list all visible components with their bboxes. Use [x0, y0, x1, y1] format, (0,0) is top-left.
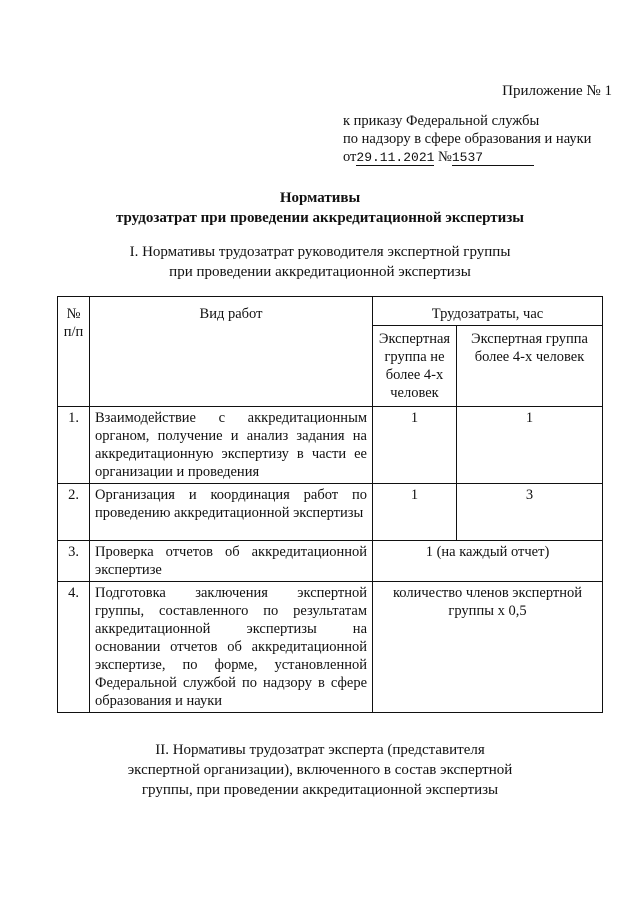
order-date: 29.11.2021	[356, 150, 435, 165]
row-work: Подготовка заключения экспертной группы, составленного по результатам аккредитационной экспертизы на основании отчетов об аккредитационной экспертизе, по форме, установленной Федеральной службой по надзору в сфере образования и науки	[90, 582, 373, 713]
row-value-small: 1	[373, 407, 457, 484]
row-value-large: 3	[457, 484, 603, 541]
row-number: 2.	[58, 484, 90, 541]
document-title	[100, 188, 540, 228]
row-work: Взаимодействие с аккредитационным органом, получение и анализ задания на аккредитационную экспертизу в части ее организации и проведения	[90, 407, 373, 484]
section-2-line-3: группы, при проведении аккредитационной экспертизы	[141, 782, 499, 798]
document-title-line-2: трудозатрат при проведении аккредитационной экспертизы	[115, 210, 524, 226]
order-number-sign: №	[438, 149, 452, 165]
row-number: 3.	[58, 541, 90, 582]
section-1-line-1: I. Нормативы трудозатрат руководителя экспертной группы	[129, 244, 511, 260]
order-line-2: по надзору в сфере образования и науки	[343, 131, 592, 147]
row-number: 1.	[58, 407, 90, 484]
appendix-label: Приложение № 1	[502, 83, 612, 99]
header-group-large: Экспертная группа более 4-х человек	[457, 326, 603, 407]
order-line-1: к приказу Федеральной службы	[343, 113, 540, 129]
row-number: 4.	[58, 582, 90, 713]
order-reference	[343, 112, 618, 166]
header-group-small: Экспертная группа не более 4-х человек	[373, 326, 457, 407]
header-labor-hours: Трудозатраты, час	[373, 297, 603, 326]
section-2-line-1: II. Нормативы трудозатрат эксперта (представителя	[155, 742, 485, 758]
table-row	[58, 407, 603, 484]
header-number: № п/п	[58, 297, 90, 407]
section-1-line-2: при проведении аккредитационной экспертизы	[169, 264, 471, 280]
order-line-3	[343, 148, 618, 166]
section-2-line-2: экспертной организации), включенного в состав экспертной	[127, 762, 513, 778]
table-row	[58, 484, 603, 541]
row-value-merged: количество членов экспертной группы х 0,5	[373, 582, 603, 713]
row-work: Организация и координация работ по проведению аккредитационной экспертизы	[90, 484, 373, 541]
row-value-large: 1	[457, 407, 603, 484]
document-title-line-1: Нормативы	[279, 190, 361, 206]
row-value-small: 1	[373, 484, 457, 541]
row-value-merged: 1 (на каждый отчет)	[373, 541, 603, 582]
order-from-label: от	[343, 149, 357, 165]
order-number: 1537	[452, 151, 534, 166]
table-row	[58, 541, 603, 582]
norms-table	[57, 296, 603, 713]
table-row	[58, 582, 603, 713]
row-work: Проверка отчетов об аккредитационной экспертизе	[90, 541, 373, 582]
table-header-row	[58, 297, 603, 326]
header-work-type: Вид работ	[90, 297, 373, 407]
section-1-heading	[80, 242, 560, 282]
section-2-heading	[80, 740, 560, 800]
